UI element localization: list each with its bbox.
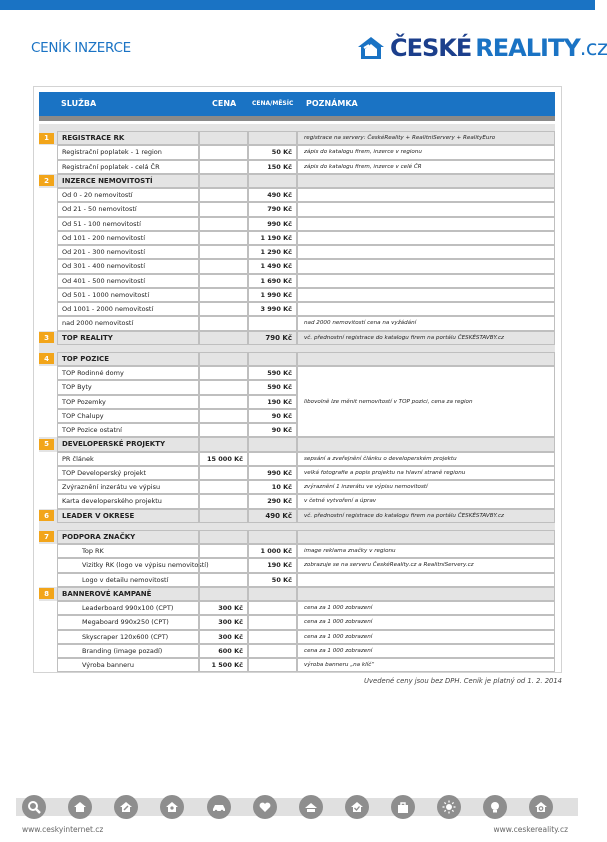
table-row — [39, 316, 555, 330]
section-header-row — [39, 437, 555, 451]
note-cell: výroba banneru „na klíč“ — [297, 658, 555, 672]
monthly-price-cell: 90 Kč — [248, 409, 297, 423]
heart-icon[interactable] — [253, 795, 277, 819]
table-row — [39, 644, 555, 658]
service-name: REGISTRACE RK — [57, 131, 199, 145]
ceske-reality-logo[interactable] — [356, 32, 607, 64]
table-row — [39, 217, 555, 231]
section-number-badge: 3 — [39, 332, 54, 343]
col-service: SLUŽBA — [61, 99, 97, 108]
price-cell — [199, 558, 248, 572]
service-name: TOP Developerský projekt — [57, 466, 199, 480]
service-name: Leaderboard 990x100 (CPT) — [57, 601, 199, 615]
service-name: LEADER V OKRESE — [57, 509, 199, 523]
section-header-row — [39, 509, 555, 523]
service-name: PR článek — [57, 452, 199, 466]
note-cell: zvýraznění 1 inzerátu ve výpisu nemovitostí — [297, 480, 555, 494]
table-row — [39, 145, 555, 159]
table-row — [39, 573, 555, 587]
section-spacer — [39, 523, 555, 530]
table-row — [39, 615, 555, 629]
monthly-price-cell — [248, 530, 297, 544]
note-cell: zápis do katalogu firem, inzerce v regionu — [297, 145, 555, 159]
service-name: Od 301 - 400 nemovitostí — [57, 259, 199, 273]
price-cell — [199, 231, 248, 245]
service-name: Od 1001 - 2000 nemovitostí — [57, 302, 199, 316]
service-name: nad 2000 nemovitostí — [57, 316, 199, 330]
col-price: CENA — [212, 99, 237, 108]
table-row — [39, 452, 555, 466]
note-cell: velká fotografie a popis projektu na hlavní straně regionu — [297, 466, 555, 480]
price-cell — [199, 288, 248, 302]
footer-link-ceskyinternet[interactable]: www.ceskyinternet.cz — [22, 825, 104, 834]
price-footnote: Uvedené ceny jsou bez DPH. Ceník je platný od 1. 2. 2014 — [364, 677, 562, 685]
house-check-icon[interactable] — [345, 795, 369, 819]
price-cell: 300 Kč — [199, 601, 248, 615]
table-row — [39, 245, 555, 259]
shopping-bag-icon[interactable] — [391, 795, 415, 819]
service-name: Karta developerského projektu — [57, 494, 199, 508]
house-roof-icon[interactable] — [299, 795, 323, 819]
service-name: PODPORA ZNAČKY — [57, 530, 199, 544]
monthly-price-cell: 790 Kč — [248, 202, 297, 216]
monthly-price-cell: 3 990 Kč — [248, 302, 297, 316]
price-cell — [199, 188, 248, 202]
price-cell — [199, 302, 248, 316]
table-row — [39, 480, 555, 494]
section-spacer — [39, 124, 555, 131]
note-cell: cena za 1 000 zobrazení — [297, 630, 555, 644]
table-row — [39, 601, 555, 615]
price-cell — [199, 409, 248, 423]
note-cell — [297, 437, 555, 451]
service-name: TOP Rodinné domy — [57, 366, 199, 380]
table-row — [39, 544, 555, 558]
monthly-price-cell — [248, 452, 297, 466]
service-name: TOP POZICE — [57, 352, 199, 366]
note-cell: vč. přednostní registrace do katalogu firem na portálu ČESKÉSTAVBY.cz — [297, 331, 555, 345]
note-cell — [297, 573, 555, 587]
category-icon-bar — [16, 795, 578, 819]
monthly-price-cell: 1 290 Kč — [248, 245, 297, 259]
note-cell: cena za 1 000 zobrazení — [297, 601, 555, 615]
monthly-price-cell — [248, 615, 297, 629]
top-bar — [0, 0, 595, 10]
table-row — [39, 274, 555, 288]
price-cell — [199, 160, 248, 174]
table-row — [39, 466, 555, 480]
price-cell — [199, 480, 248, 494]
price-cell — [199, 274, 248, 288]
monthly-price-cell: 790 Kč — [248, 331, 297, 345]
section-header-row — [39, 352, 555, 366]
section-number-badge: 7 — [39, 531, 54, 542]
price-cell — [199, 202, 248, 216]
monthly-price-cell: 150 Kč — [248, 160, 297, 174]
price-cell — [199, 437, 248, 451]
logo-word-ceske: ČESKÉ — [390, 34, 472, 62]
price-cell — [199, 331, 248, 345]
note-cell — [297, 259, 555, 273]
service-name: Od 401 - 500 nemovitostí — [57, 274, 199, 288]
table-row — [39, 188, 555, 202]
section-number-badge: 5 — [39, 439, 54, 450]
header-divider — [39, 116, 555, 121]
section-number-badge: 6 — [39, 510, 54, 521]
monthly-price-cell: 50 Kč — [248, 145, 297, 159]
pricing-table — [39, 124, 555, 672]
note-cell — [297, 302, 555, 316]
section-spacer — [39, 345, 555, 352]
monthly-price-cell: 1 690 Kč — [248, 274, 297, 288]
note-cell — [297, 231, 555, 245]
monthly-price-cell: 1 490 Kč — [248, 259, 297, 273]
monthly-price-cell: 1 000 Kč — [248, 544, 297, 558]
service-name: Od 501 - 1000 nemovitostí — [57, 288, 199, 302]
note-cell — [297, 245, 555, 259]
section-header-row — [39, 587, 555, 601]
note-cell: v četně vytvoření a úprav — [297, 494, 555, 508]
service-name: Branding (image pozadí) — [57, 644, 199, 658]
table-row — [39, 288, 555, 302]
monthly-price-cell — [248, 174, 297, 188]
price-cell — [199, 509, 248, 523]
note-cell: cena za 1 000 zobrazení — [297, 644, 555, 658]
logo-word-cz: .cz — [579, 36, 607, 60]
service-name: Od 51 - 100 nemovitostí — [57, 217, 199, 231]
monthly-price-cell: 10 Kč — [248, 480, 297, 494]
note-cell — [297, 587, 555, 601]
price-cell — [199, 259, 248, 273]
price-cell: 600 Kč — [199, 644, 248, 658]
price-cell — [199, 131, 248, 145]
table-row — [39, 231, 555, 245]
section-header-row — [39, 331, 555, 345]
section-header-row — [39, 530, 555, 544]
service-name: TOP Byty — [57, 380, 199, 394]
section-header-row — [39, 174, 555, 188]
monthly-price-cell: 990 Kč — [248, 217, 297, 231]
table-row — [39, 658, 555, 672]
service-name: DEVELOPERSKÉ PROJEKTY — [57, 437, 199, 451]
price-cell — [199, 217, 248, 231]
note-cell: zobrazuje se na serveru ČeskéReality.cz a RealitniServery.cz — [297, 558, 555, 572]
price-cell — [199, 245, 248, 259]
note-cell — [297, 174, 555, 188]
price-cell — [199, 366, 248, 380]
price-cell: 15 000 Kč — [199, 452, 248, 466]
monthly-price-cell — [248, 601, 297, 615]
table-header — [39, 92, 555, 116]
table-row — [39, 160, 555, 174]
service-name: Logo v detailu nemovitostí — [57, 573, 199, 587]
note-cell — [297, 274, 555, 288]
logo-word-reality: REALITY — [475, 34, 580, 62]
price-cell — [199, 466, 248, 480]
house-icon — [356, 35, 386, 61]
monthly-price-cell: 990 Kč — [248, 466, 297, 480]
monthly-price-cell: 190 Kč — [248, 395, 297, 409]
monthly-price-cell: 1 990 Kč — [248, 288, 297, 302]
search-icon[interactable] — [22, 795, 46, 819]
section-number-badge: 4 — [39, 353, 54, 364]
monthly-price-cell: 590 Kč — [248, 380, 297, 394]
col-note: POZNÁMKA — [306, 99, 358, 108]
monthly-price-cell: 590 Kč — [248, 366, 297, 380]
service-name: Megaboard 990x250 (CPT) — [57, 615, 199, 629]
service-name: TOP REALITY — [57, 331, 199, 345]
monthly-price-cell — [248, 352, 297, 366]
price-cell: 300 Kč — [199, 615, 248, 629]
price-cell — [199, 395, 248, 409]
service-name: Registrační poplatek - 1 region — [57, 145, 199, 159]
table-row — [39, 630, 555, 644]
price-cell — [199, 530, 248, 544]
sun-icon[interactable] — [437, 795, 461, 819]
section-number-badge: 8 — [39, 588, 54, 599]
note-cell — [297, 188, 555, 202]
note-cell — [297, 202, 555, 216]
service-name: TOP Pozemky — [57, 395, 199, 409]
table-row — [39, 494, 555, 508]
price-cell — [199, 423, 248, 437]
monthly-price-cell — [248, 587, 297, 601]
price-cell: 300 Kč — [199, 630, 248, 644]
service-name: INZERCE NEMOVITOSTÍ — [57, 174, 199, 188]
note-cell: vč. přednostní registrace do katalogu firem na portálu ČESKÉSTAVBY.cz — [297, 509, 555, 523]
price-cell — [199, 145, 248, 159]
section-header-row — [39, 131, 555, 145]
footer-link-ceskereality[interactable]: www.ceskereality.cz — [493, 825, 568, 834]
note-cell — [297, 288, 555, 302]
car-icon[interactable] — [207, 795, 231, 819]
monthly-price-cell: 50 Kč — [248, 573, 297, 587]
service-name: Od 201 - 300 nemovitostí — [57, 245, 199, 259]
service-name: Registrační poplatek - celá ČR — [57, 160, 199, 174]
monthly-price-cell: 490 Kč — [248, 188, 297, 202]
service-name: Skyscraper 120x600 (CPT) — [57, 630, 199, 644]
service-name: BANNEROVÉ KAMPANĚ — [57, 587, 199, 601]
monthly-price-cell: 90 Kč — [248, 423, 297, 437]
service-name: Od 21 - 50 nemovitostí — [57, 202, 199, 216]
price-cell — [199, 587, 248, 601]
service-name: Vizitky RK (logo ve výpisu nemovitostí) — [57, 558, 199, 572]
page-title: CENÍK INZERCE — [31, 40, 131, 56]
price-cell — [199, 573, 248, 587]
price-cell — [199, 380, 248, 394]
note-cell: registrace na servery: ČeskéReality + RealitniServery + RealityEuro — [297, 131, 555, 145]
service-name: TOP Chalupy — [57, 409, 199, 423]
monthly-price-cell — [248, 658, 297, 672]
section-number-badge: 2 — [39, 175, 54, 186]
note-cell: nad 2000 nemovitostí cena na vyžádání — [297, 316, 555, 330]
top-pozice-note: libovolně lze měnit nemovitostí v TOP pozici, cena za region — [297, 366, 555, 437]
price-cell: 1 500 Kč — [199, 658, 248, 672]
monthly-price-cell: 290 Kč — [248, 494, 297, 508]
table-row — [39, 302, 555, 316]
price-cell — [199, 352, 248, 366]
monthly-price-cell: 1 190 Kč — [248, 231, 297, 245]
service-name: Od 101 - 200 nemovitostí — [57, 231, 199, 245]
note-cell — [297, 217, 555, 231]
table-row — [39, 558, 555, 572]
table-row — [39, 259, 555, 273]
monthly-price-cell — [248, 131, 297, 145]
monthly-price-cell — [248, 644, 297, 658]
monthly-price-cell: 190 Kč — [248, 558, 297, 572]
monthly-price-cell — [248, 437, 297, 451]
note-cell — [297, 530, 555, 544]
note-cell: cena za 1 000 zobrazení — [297, 615, 555, 629]
price-cell — [199, 494, 248, 508]
note-cell: zápis do katalogu firem, inzerce v celé ČR — [297, 160, 555, 174]
price-cell — [199, 544, 248, 558]
col-monthly: CENA/MĚSÍC — [252, 100, 294, 107]
price-cell — [199, 316, 248, 330]
price-cell — [199, 174, 248, 188]
note-cell — [297, 352, 555, 366]
monthly-price-cell — [248, 316, 297, 330]
table-row — [39, 202, 555, 216]
note-cell: image reklama značky v regionu — [297, 544, 555, 558]
service-name: Zvýraznění inzerátu ve výpisu — [57, 480, 199, 494]
monthly-price-cell: 490 Kč — [248, 509, 297, 523]
note-cell: sepsání a zveřejnění článku o developerském projektu — [297, 452, 555, 466]
service-name: Výroba banneru — [57, 658, 199, 672]
service-name: TOP Pozice ostatní — [57, 423, 199, 437]
monthly-price-cell — [248, 630, 297, 644]
service-name: Top RK — [57, 544, 199, 558]
section-number-badge: 1 — [39, 133, 54, 144]
service-name: Od 0 - 20 nemovitostí — [57, 188, 199, 202]
house-icon[interactable] — [68, 795, 92, 819]
